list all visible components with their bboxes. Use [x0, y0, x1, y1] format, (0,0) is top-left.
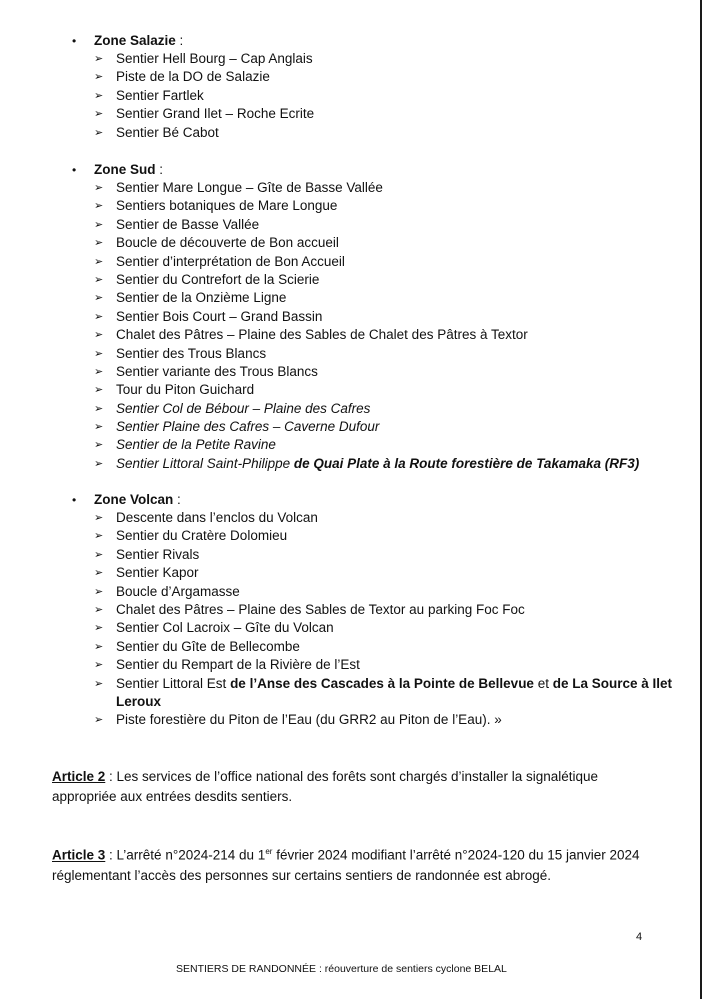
arrow-bullet-icon: ➢ — [94, 237, 104, 250]
trail-name: Sentier Col Lacroix – Gîte du Volcan — [116, 620, 334, 636]
arrow-bullet-icon: ➢ — [94, 53, 104, 65]
trail-name: Sentier Fartlek — [116, 87, 204, 103]
arrow-bullet-icon: ➢ — [94, 347, 104, 360]
arrow-bullet-icon: ➢ — [94, 512, 104, 524]
bullet-icon: • — [72, 163, 77, 177]
trail-name: Sentier Bois Court – Grand Bassin — [116, 308, 323, 324]
article-label: Article 3 — [52, 847, 106, 863]
zone-suffix: : — [175, 33, 184, 48]
arrow-bullet-icon: ➢ — [94, 439, 104, 452]
trail-name: Sentier Bé Cabot — [116, 124, 219, 140]
arrow-bullet-icon: ➢ — [94, 677, 104, 690]
arrow-bullet-icon: ➢ — [94, 384, 104, 397]
ordinal-superscript: er — [265, 847, 273, 856]
trail-name: Boucle de découverte de Bon accueil — [116, 235, 339, 251]
trail-section: de l’Anse des Cascades à la Pointe de Bellevue — [230, 675, 534, 691]
article-3 — [52, 842, 652, 886]
trail-name: Descente dans l’enclos du Volcan — [116, 510, 318, 525]
article-text: : Les services de l’office national des forêts sont chargés d’installer la signalétique appropriée aux entrées desdits sentiers. — [52, 769, 599, 804]
arrow-bullet-icon: ➢ — [94, 89, 104, 102]
trail-name: Tour du Piton Guichard — [116, 382, 255, 398]
scan-edge-line — [700, 0, 702, 999]
trail-name: Boucle d’Argamasse — [116, 583, 240, 599]
zone-suffix: : — [173, 492, 181, 507]
trail-name: Sentier du Rempart de la Rivière de l’Est — [116, 657, 360, 673]
trail-name: Sentier de Basse Vallée — [116, 216, 260, 232]
trail-name: Sentier Grand Ilet – Roche Ecrite — [116, 106, 315, 122]
trail-name: Chalet des Pâtres – Plaine des Sables de Chalet des Pâtres à Textor — [116, 327, 528, 343]
article-label: Article 2 — [52, 769, 106, 784]
conjunction: et — [533, 675, 553, 691]
arrow-bullet-icon: ➢ — [94, 365, 104, 378]
arrow-bullet-icon: ➢ — [94, 218, 104, 231]
zone-name: Zone Salazie — [94, 33, 176, 48]
article-text: février 2024 modifiant l’arrêté n°2024-120 du 15 janvier 2024 réglementant l’accès des personnes sur certains sentiers de randonnée est abrogé. — [52, 847, 640, 883]
arrow-bullet-icon: ➢ — [94, 329, 104, 342]
trail-name: Sentier du Gîte de Bellecombe — [116, 638, 300, 654]
article-text: : L’arrêté n°2024-214 du 1 — [105, 847, 266, 863]
arrow-bullet-icon: ➢ — [94, 548, 104, 561]
trail-name: Sentier Kapor — [116, 565, 199, 581]
arrow-bullet-icon: ➢ — [94, 622, 104, 635]
arrow-bullet-icon: ➢ — [94, 530, 104, 543]
arrow-bullet-icon: ➢ — [94, 640, 104, 653]
trail-section: de La Source à Ilet Leroux — [116, 675, 673, 709]
trail-name: Sentier variante des Trous Blancs — [116, 363, 318, 379]
arrow-bullet-icon: ➢ — [94, 567, 104, 580]
trail-name: Sentier Mare Longue – Gîte de Basse Vallée — [116, 180, 383, 195]
arrow-bullet-icon: ➢ — [94, 659, 104, 672]
arrow-bullet-icon: ➢ — [94, 402, 104, 415]
zone-name: Zone Volcan — [94, 492, 174, 507]
trail-name: Sentier du Contrefort de la Scierie — [116, 271, 320, 287]
trail-name: Sentier Littoral Saint-Philippe — [116, 455, 291, 471]
trail-name: Piste forestière du Piton de l’Eau (du GRR2 au Piton de l’Eau). » — [116, 712, 502, 728]
trail-name: Sentier de la Petite Ravine — [116, 437, 276, 453]
trail-name: Sentier Hell Bourg – Cap Anglais — [116, 51, 313, 66]
trail-name: Sentier du Cratère Dolomieu — [116, 528, 288, 544]
trail-name: Sentier Rivals — [116, 546, 200, 562]
arrow-bullet-icon: ➢ — [94, 310, 104, 323]
bullet-icon: • — [72, 493, 77, 507]
trail-name: Sentier des Trous Blancs — [116, 345, 267, 361]
arrow-bullet-icon: ➢ — [94, 457, 104, 470]
trail-section: de Quai Plate à la Route forestière de Takamaka (RF3) — [290, 455, 640, 471]
trail-name: Sentier Plaine des Cafres – Caverne Dufour — [116, 419, 380, 435]
page-footer: SENTIERS DE RANDONNÉE : réouverture de sentiers cyclone BELAL — [176, 963, 507, 975]
zone-name: Zone Sud — [94, 162, 156, 177]
arrow-bullet-icon: ➢ — [94, 182, 104, 194]
arrow-bullet-icon: ➢ — [94, 273, 104, 286]
page-number: 4 — [636, 931, 643, 943]
arrow-bullet-icon: ➢ — [94, 200, 104, 213]
zone-suffix: : — [155, 162, 164, 177]
article-2 — [52, 767, 652, 807]
arrow-bullet-icon: ➢ — [94, 714, 104, 727]
arrow-bullet-icon: ➢ — [94, 421, 104, 434]
trail-name: Sentier Littoral Est — [116, 675, 231, 691]
arrow-bullet-icon: ➢ — [94, 108, 104, 121]
arrow-bullet-icon: ➢ — [94, 292, 104, 305]
arrow-bullet-icon: ➢ — [94, 585, 104, 598]
trail-name: Sentier Col de Bébour – Plaine des Cafres — [116, 400, 371, 416]
arrow-bullet-icon: ➢ — [94, 126, 104, 139]
trail-name: Sentiers botaniques de Mare Longue — [116, 198, 338, 214]
trail-name: Sentier d’interprétation de Bon Accueil — [116, 253, 345, 269]
trail-name: Sentier de la Onzième Ligne — [116, 290, 287, 306]
arrow-bullet-icon: ➢ — [94, 71, 104, 84]
trail-name: Piste de la DO de Salazie — [116, 69, 270, 85]
arrow-bullet-icon: ➢ — [94, 603, 104, 616]
arrow-bullet-icon: ➢ — [94, 255, 104, 268]
trail-name: Chalet des Pâtres – Plaine des Sables de Textor au parking Foc Foc — [116, 601, 525, 617]
bullet-icon: • — [72, 34, 77, 48]
